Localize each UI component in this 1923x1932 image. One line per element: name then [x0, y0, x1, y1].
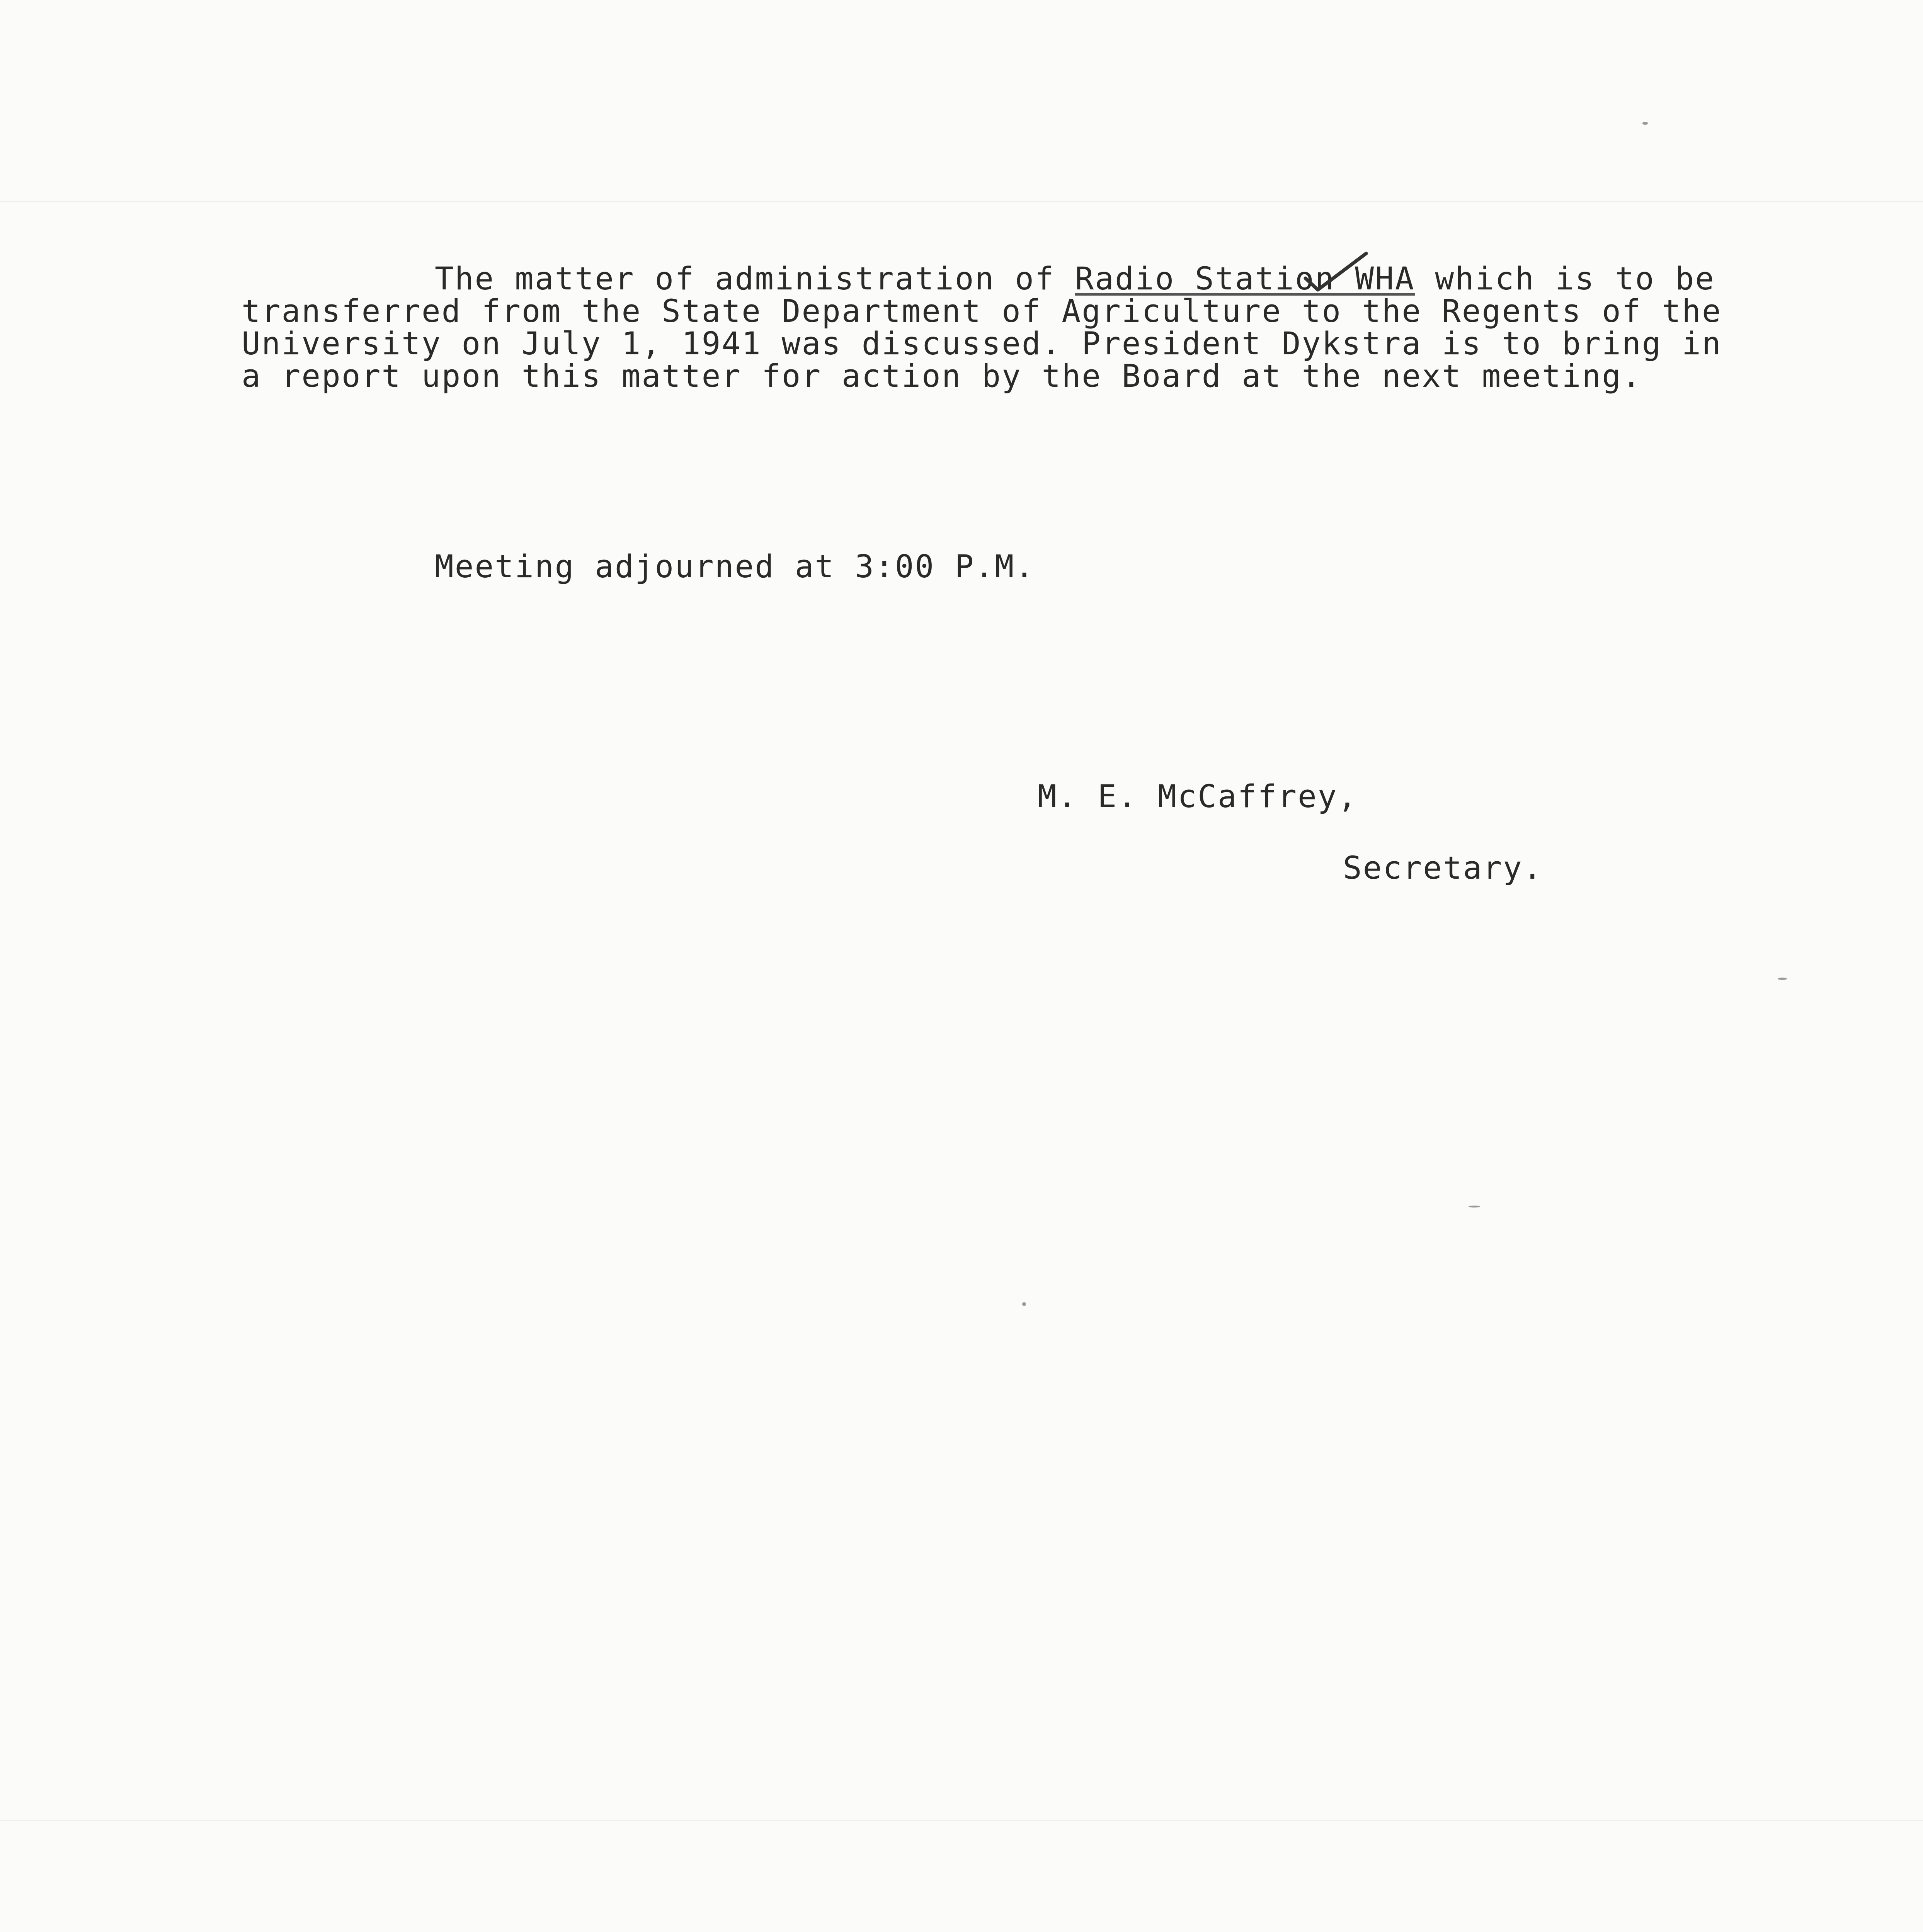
- paragraph-line-3: University on July 1, 1941 was discussed. President Dykstra is to bring in: [242, 326, 1722, 362]
- dust-speck: [1642, 122, 1648, 125]
- dust-speck: [1778, 978, 1787, 980]
- paragraph-line-1: [242, 261, 1715, 297]
- scan-artifact-line: [0, 1820, 1923, 1821]
- paragraph-line-1-end: which is to be: [1415, 261, 1715, 297]
- paragraph-line-1-start: The matter of administration of: [435, 261, 1075, 297]
- minutes-paragraph: [242, 261, 1722, 395]
- check-icon: [1302, 251, 1368, 294]
- scan-artifact-line: [0, 201, 1923, 202]
- secretary-title: Secretary.: [1343, 850, 1543, 886]
- dust-speck: [1022, 1302, 1026, 1306]
- dust-speck: [1469, 1206, 1480, 1208]
- paragraph-line-2: transferred from the State Department of Agriculture to the Regents of the: [242, 293, 1722, 330]
- radio-station-wha-underlined: Radio Station WHA: [1075, 261, 1415, 297]
- secretary-signature-name: M. E. McCaffrey,: [1038, 779, 1358, 815]
- adjournment-line: Meeting adjourned at 3:00 P.M.: [435, 549, 1035, 585]
- paragraph-line-4: a report upon this matter for action by the Board at the next meeting.: [242, 358, 1642, 395]
